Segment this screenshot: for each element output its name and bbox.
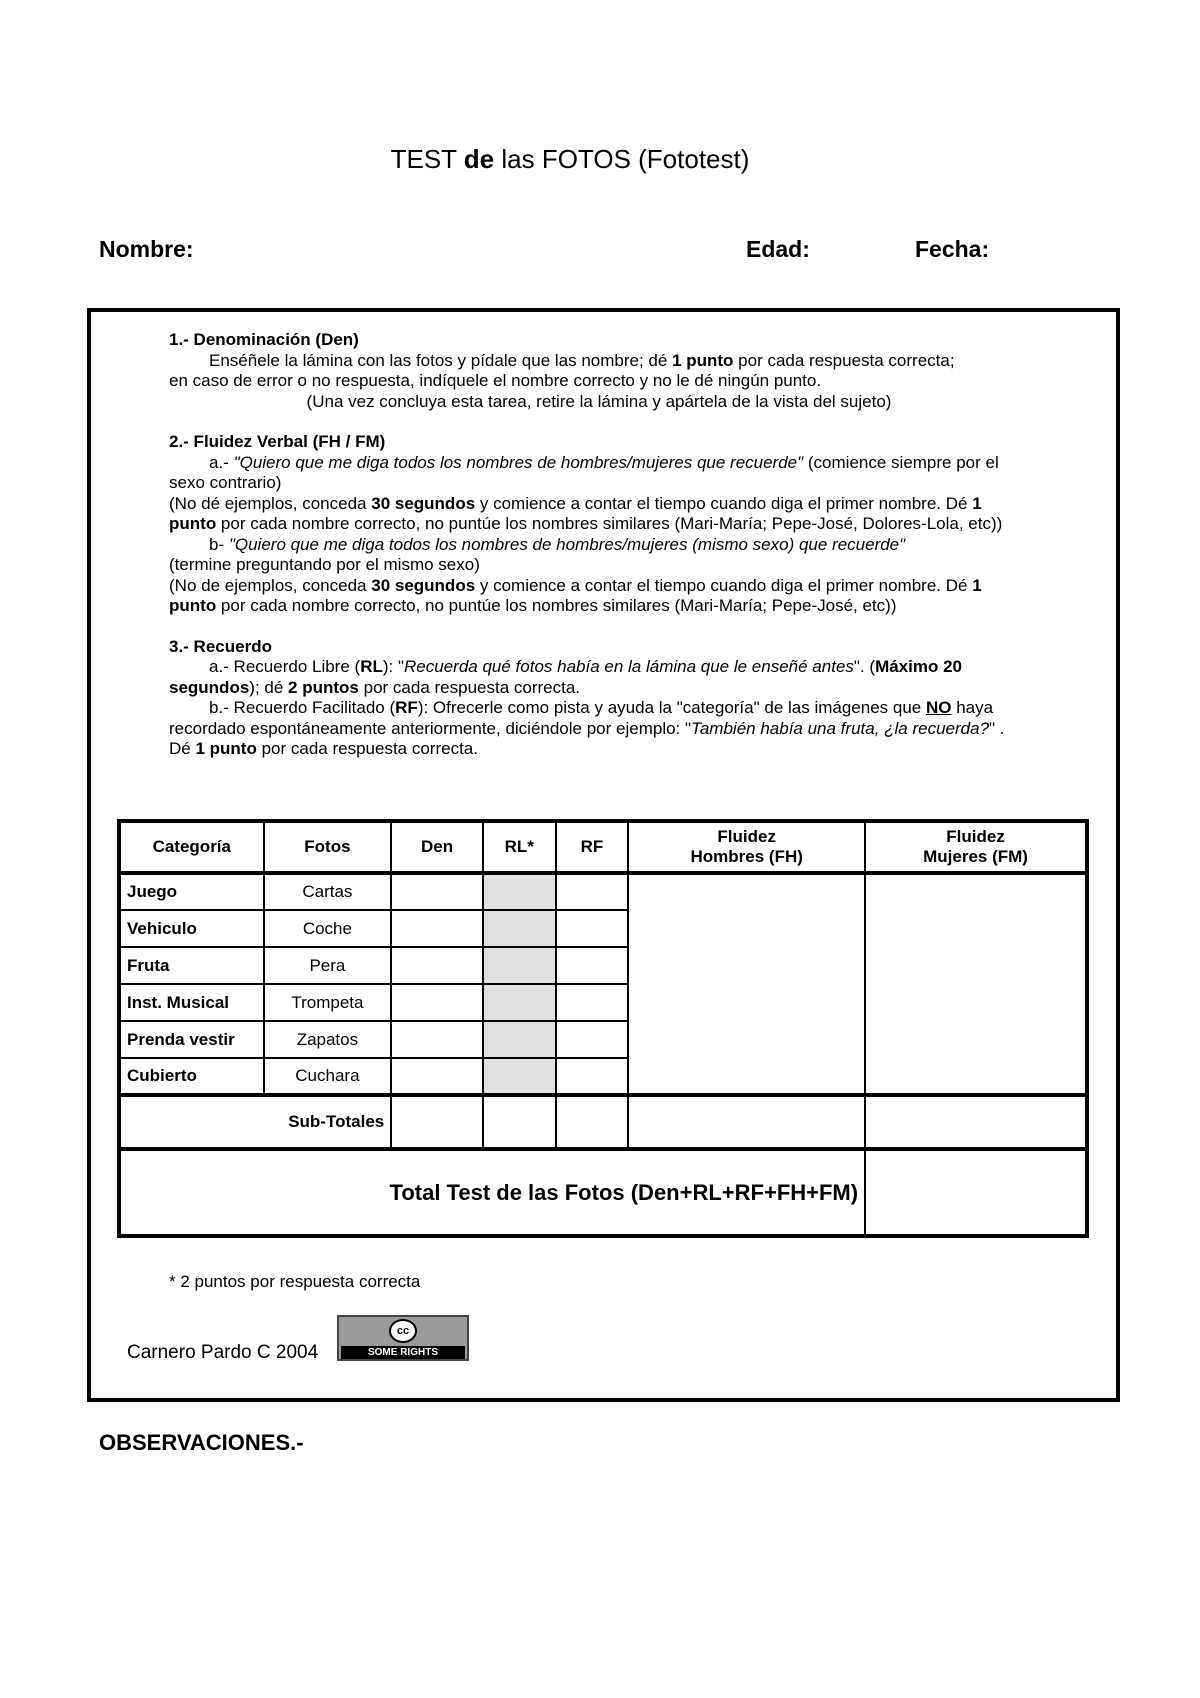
den-cell[interactable] <box>391 947 483 984</box>
subtotal-rl-cell[interactable] <box>483 1095 556 1149</box>
rf-cell[interactable] <box>556 947 629 984</box>
section-2b-note: (No de ejemplos, conceda 30 segundos y comience a contar el tiempo cuando diga el primer nombre. Dé 1 punto por cada nombre correcto, no puntúe los nombres similares (Mari-María; Pepe-José, etc)) <box>169 575 982 615</box>
col-header-fh: Fluidez Hombres (FH) <box>628 821 865 873</box>
section-2-title: 2.- Fluidez Verbal (FH / FM) <box>169 432 386 451</box>
row-foto: Pera <box>264 947 392 984</box>
rl-cell[interactable] <box>483 910 556 947</box>
section-3b-text: b.- Recuerdo Facilitado (RF): Ofrecerle como pista y ayuda la "categoría" de las imágenes que NO haya recordado espontáneamente anteriormente, diciéndole por ejemplo: "También había una fruta, ¿la recuerda?" . Dé 1 punto por cada respuesta correcta. <box>169 698 1005 758</box>
subtotal-fh-cell[interactable] <box>628 1095 865 1149</box>
rl-cell[interactable] <box>483 984 556 1021</box>
row-foto: Trompeta <box>264 984 392 1021</box>
instructions <box>169 330 1029 760</box>
page-title: TEST de las FOTOS (Fototest) <box>390 144 750 174</box>
row-category: Inst. Musical <box>119 984 264 1021</box>
rl-cell[interactable] <box>483 947 556 984</box>
table-row <box>119 873 1087 910</box>
score-table <box>117 819 1089 1238</box>
section-2b-text: b- "Quiero que me diga todos los nombres de hombres/mujeres (mismo sexo) que recuerde" <box>209 534 906 554</box>
subtotal-row <box>119 1095 1087 1149</box>
col-header-fotos: Fotos <box>264 821 392 873</box>
row-foto: Zapatos <box>264 1021 392 1058</box>
rl-cell[interactable] <box>483 1021 556 1058</box>
rf-cell[interactable] <box>556 873 629 910</box>
col-header-rl: RL* <box>483 821 556 873</box>
row-foto: Cartas <box>264 873 392 910</box>
col-header-den: Den <box>391 821 483 873</box>
fh-cell[interactable] <box>628 873 865 1095</box>
den-cell[interactable] <box>391 910 483 947</box>
col-header-categoria: Categoría <box>119 821 264 873</box>
row-category: Juego <box>119 873 264 910</box>
row-foto: Coche <box>264 910 392 947</box>
section-2a-text: a.- "Quiero que me diga todos los nombres de hombres/mujeres que recuerde" (comience siempre por el sexo contrario) <box>169 452 999 492</box>
subtotal-rf-cell[interactable] <box>556 1095 629 1149</box>
section-1-title: 1.- Denominación (Den) <box>169 330 359 349</box>
row-foto: Cuchara <box>264 1058 392 1095</box>
section-3-title: 3.- Recuerdo <box>169 636 272 656</box>
footnote: * 2 puntos por respuesta correcta <box>169 1272 421 1291</box>
subtotal-label: Sub-Totales <box>119 1095 391 1149</box>
nombre-label: Nombre: <box>99 236 194 262</box>
table-header-row <box>119 821 1087 873</box>
total-row <box>119 1149 1087 1236</box>
den-cell[interactable] <box>391 1021 483 1058</box>
cc-badge-text: SOME RIGHTS RESERVED <box>341 1346 465 1359</box>
row-category: Fruta <box>119 947 264 984</box>
section-1-note: (Una vez concluya esta tarea, retire la lámina y apártela de la vista del sujeto) <box>306 391 892 411</box>
den-cell[interactable] <box>391 1058 483 1095</box>
author-credit: Carnero Pardo C 2004 <box>127 1342 319 1363</box>
row-category: Prenda vestir <box>119 1021 264 1058</box>
total-label: Total Test de las Fotos (Den+RL+RF+FH+FM) <box>119 1149 865 1236</box>
rf-cell[interactable] <box>556 910 629 947</box>
edad-label: Edad: <box>746 236 810 262</box>
section-2b-sub: (termine preguntando por el mismo sexo) <box>169 555 480 574</box>
col-header-rf: RF <box>556 821 629 873</box>
cc-icon: cc <box>389 1319 417 1343</box>
fecha-label: Fecha: <box>915 236 990 262</box>
observaciones-label: OBSERVACIONES.- <box>99 1430 304 1455</box>
row-category: Vehiculo <box>119 910 264 947</box>
col-header-fm: Fluidez Mujeres (FM) <box>865 821 1087 873</box>
den-cell[interactable] <box>391 873 483 910</box>
creative-commons-badge[interactable] <box>337 1315 469 1371</box>
rf-cell[interactable] <box>556 1021 629 1058</box>
section-1-text: Enséñele la lámina con las fotos y pídale que las nombre; dé 1 punto por cada respuesta correcta; <box>209 350 955 370</box>
subtotal-fm-cell[interactable] <box>865 1095 1087 1149</box>
section-1-text-2: en caso de error o no respuesta, indíquele el nombre correcto y no le dé ningún punto. <box>169 371 822 390</box>
rl-cell[interactable] <box>483 1058 556 1095</box>
rf-cell[interactable] <box>556 984 629 1021</box>
den-cell[interactable] <box>391 984 483 1021</box>
rf-cell[interactable] <box>556 1058 629 1095</box>
subtotal-den-cell[interactable] <box>391 1095 483 1149</box>
row-category: Cubierto <box>119 1058 264 1095</box>
rl-cell[interactable] <box>483 873 556 910</box>
total-cell[interactable] <box>865 1149 1087 1236</box>
fm-cell[interactable] <box>865 873 1087 1095</box>
section-2a-note: (No dé ejemplos, conceda 30 segundos y comience a contar el tiempo cuando diga el primer nombre. Dé 1 punto por cada nombre correcto, no puntúe los nombres similares (Mari-María; Pepe-José, Dolores-Lola, etc)) <box>169 493 1003 533</box>
section-3a-text: a.- Recuerdo Libre (RL): "Recuerda qué fotos había en la lámina que le enseñé antes". (Máximo 20 segundos); dé 2 puntos por cada respuesta correcta. <box>169 657 962 697</box>
